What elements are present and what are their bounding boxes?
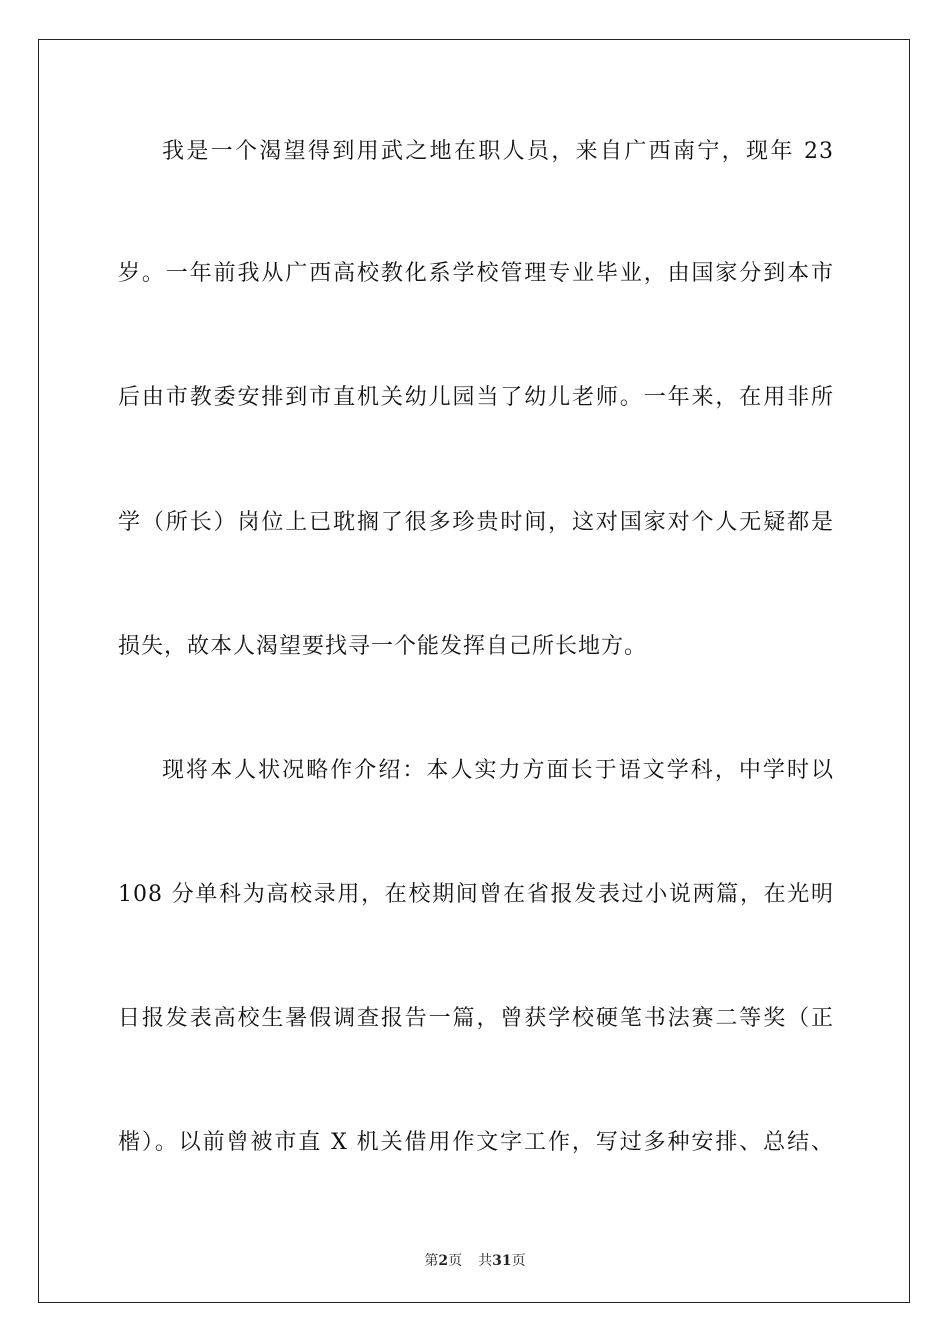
paragraph-2-line-1: 现将本人状况略作介绍：本人实力方面长于语文学科，中学时以 [162,758,834,783]
total-pages: 31 [492,1253,512,1269]
page-suffix: 页 [448,1253,463,1269]
paragraph-1-line-3: 后由市教委安排到市直机关幼儿园当了幼儿老师。一年来，在用非所 [118,385,834,410]
page-number: 2 [438,1253,449,1269]
paragraph-2-line-2: 108 分单科为高校录用，在校期间曾在省报发表过小说两篇，在光明 [118,882,834,907]
paragraph-1-line-4: 学（所长）岗位上已耽搁了很多珍贵时间，这对国家对个人无疑都是 [118,510,834,535]
total-prefix: 共 [478,1253,493,1269]
paragraph-2-line-3: 日报发表高校生暑假调查报告一篇，曾获学校硬笔书法赛二等奖（正 [118,1006,834,1031]
paragraph-1-line-1: 我是一个渴望得到用武之地在职人员，来自广西南宁，现年 23 [162,139,834,164]
paragraph-2-line-4: 楷）。以前曾被市直 X 机关借用作文字工作，写过多种安排、总结、 [118,1130,834,1155]
page-footer [0,1250,950,1270]
paragraph-1-line-5: 损失，故本人渴望要找寻一个能发挥自己所长地方。 [118,634,648,659]
paragraph-1-line-2: 岁。一年前我从广西高校教化系学校管理专业毕业，由国家分到本市 [118,261,834,286]
page-prefix: 第 [424,1253,439,1269]
page-border [38,39,910,1303]
total-suffix: 页 [511,1253,526,1269]
